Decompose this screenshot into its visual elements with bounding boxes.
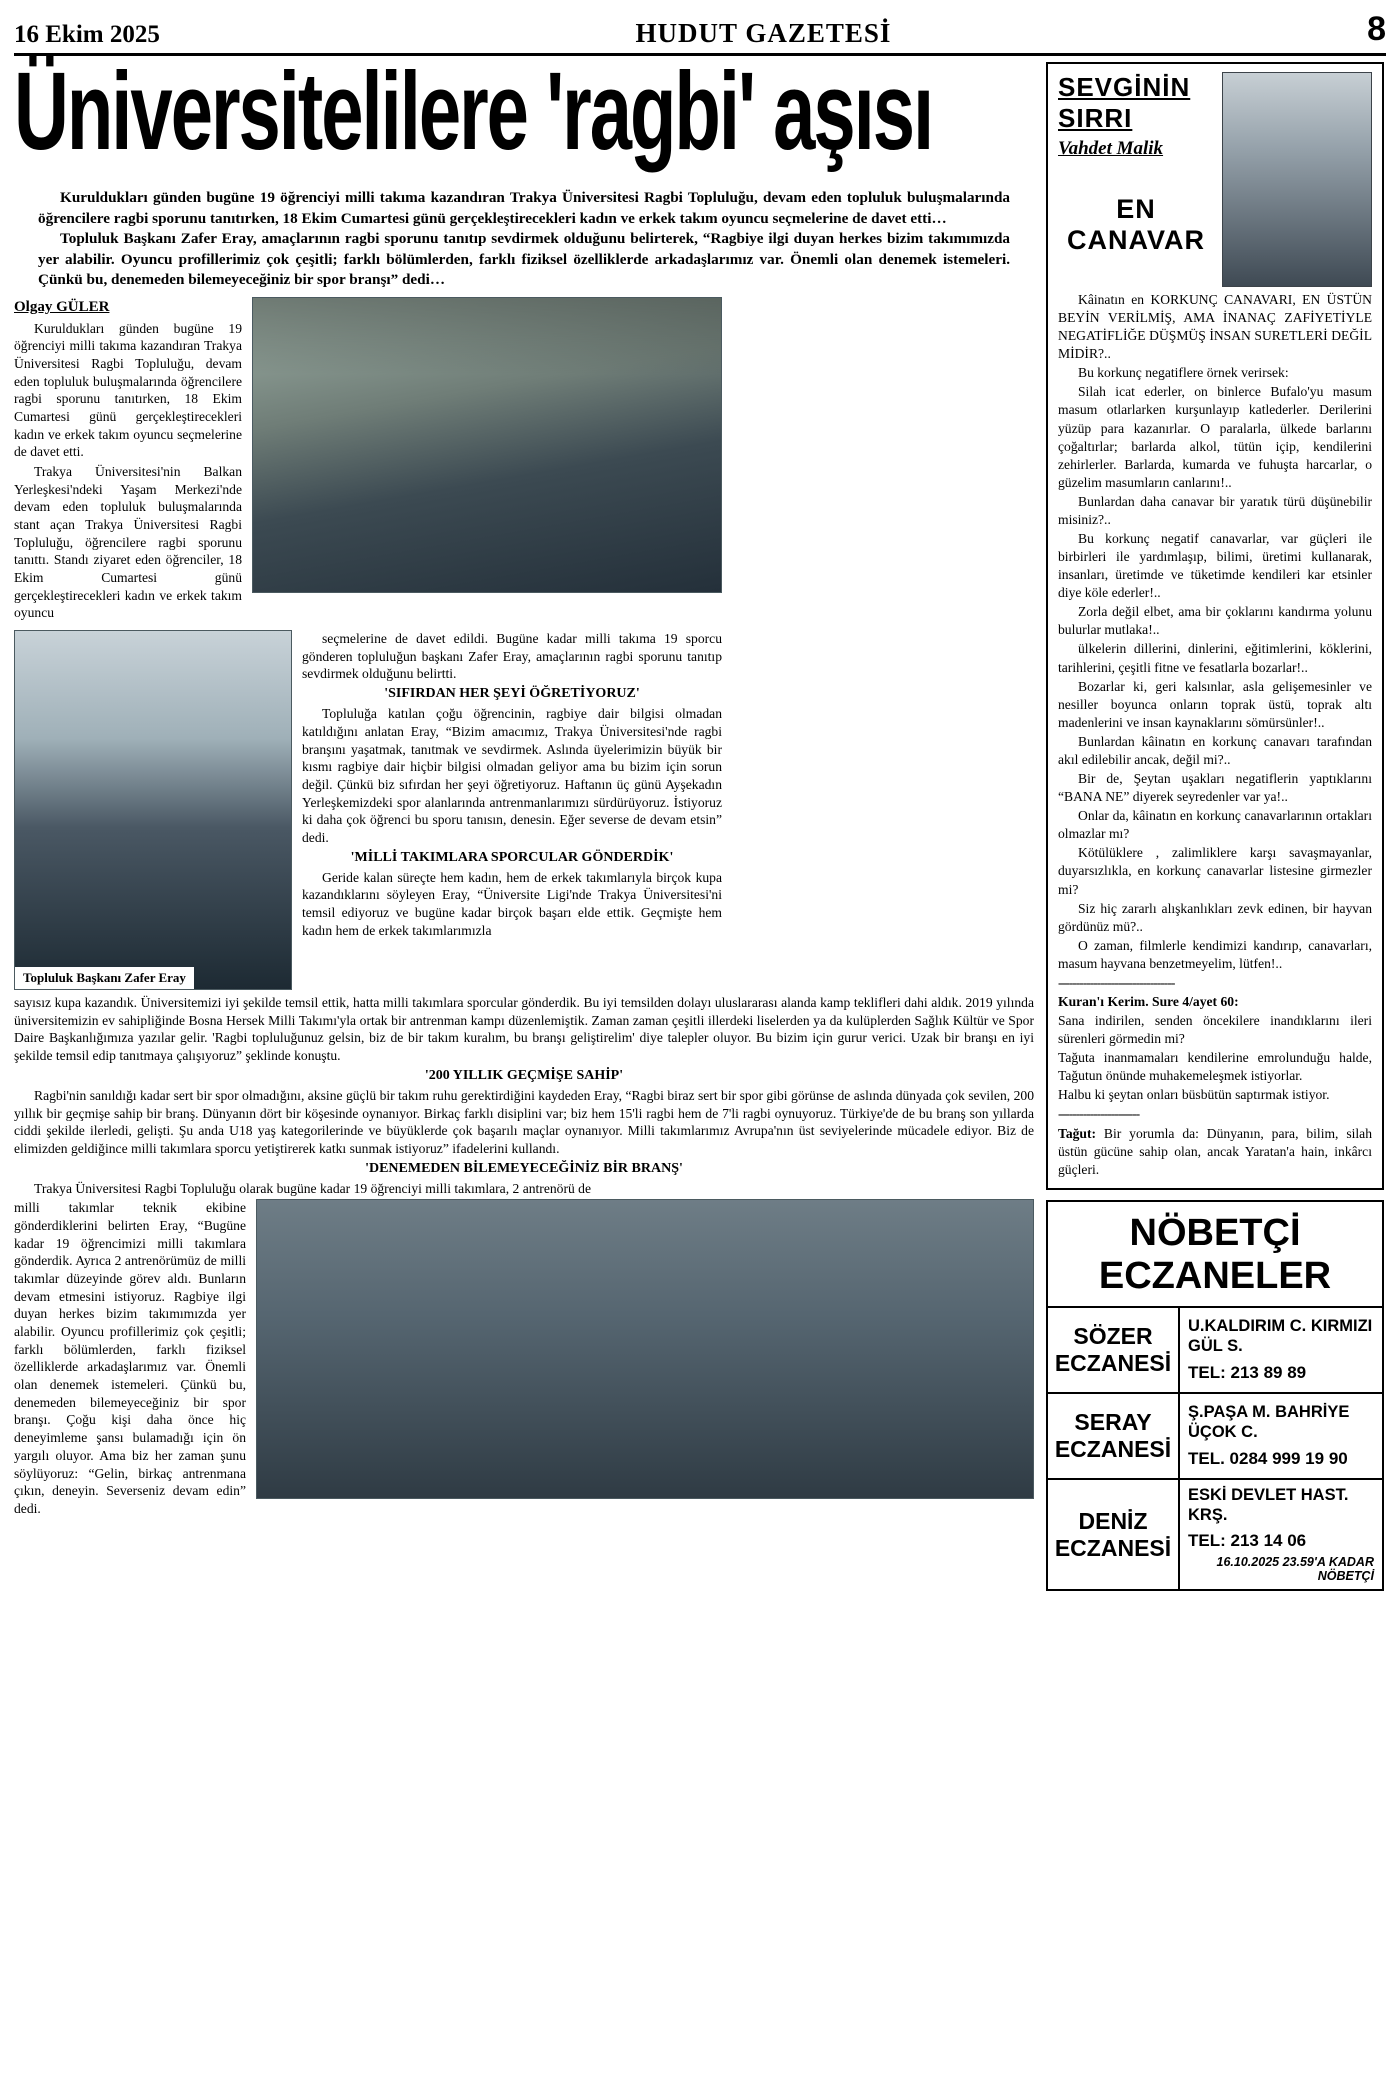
opinion-column: [1046, 62, 1384, 1190]
paragraph: Onlar da, kâinatın en korkunç canavarlarının ortakları olmazlar mı?: [1058, 808, 1372, 842]
paragraph: Halbu ki şeytan onları büsbütün saptırmak istiyor.: [1058, 1087, 1330, 1103]
paragraph: Ragbi'nin sanıldığı kadar sert bir spor olmadığını, aksine güçlü bir takım ruhu gerektirdiğini kaydeden Eray, “Ragbi biraz sert bir spor gibi görünse de aslında dünyada çok sevilen, 200 yıllık bir geçmişe sahip bir branş. Dünyanın dört bir köşesinde oynanıyor. Birkaç farklı disiplini var; biz hem 15'li ragbi hem de 7'li ragbi oynuyoruz. Türkiye'de de bu branş son yıllarda ciddi şekilde ilerledi, gelişti. Şu anda U18 yaş kategorilerinde ve büyüklerde çok başarılı maçlar oynanıyor. Milli takımlarımız Avrupa'nın üst seviyelerinde mücadele ediyor. Biz de elimizden geldiğince milli takımlara sporcu yetiştirerek katkı sunmak istiyoruz” ifadelerini kullandı.: [14, 1087, 1034, 1156]
article-photo-president-wrap: [14, 630, 292, 990]
paragraph: sayısız kupa kazandık. Üniversitemizi iyi şekilde temsil ettik, hatta milli takımlara sporcular gönderdik. Bu iyi temsilden dolayı uluslararası alanda kamp teklifleri dahi aldık. 2019 yılında üniversitemizin ev sahipliğinde Bosna Hersek Milli Takımı'yla ortak bir antrenman kampı düzenlemiştik. Zaman zaman çeşitli illerdeki liselerden ya da kulüplerden Sağlık Kültür ve Spor Daire Başkanlığımıza yazılar gelir. 'Ragbi topluluğunuz gelsin, biz de bir takım kuralım, bu branşı geliştirelim' diye talepler oluyor. Bu bizim için gurur verici. Uzak bir branşı en iyi şekilde temsil edip tanıtmaya çalışıyoruz” şeklinde konuştu.: [14, 995, 1034, 1064]
column-body: [1058, 291, 1372, 1179]
paragraph: Kâinatın en KORKUNÇ CANAVARI, EN ÜSTÜN BEYİN VERİLMİŞ, AMA İNANAÇ ZAFİYETİYLE NEGATİFLİĞE DÜŞMÜŞ İNSAN SURETLERİ DEĞİL MİDİR?..: [1058, 292, 1372, 362]
paragraph: Siz hiç zararlı alışkanlıkları zevk edinen, bir hayvan gördünüz mü?..: [1058, 900, 1372, 934]
pharmacy-name-line1: SERAY: [1074, 1409, 1152, 1436]
paragraph: Zorla değil elbet, ama bir çoklarını kandırma yolunu bulurlar mutlaka!..: [1058, 604, 1372, 638]
pharmacy-name-line2: ECZANESİ: [1054, 1534, 1172, 1561]
pharmacy-duty-note: 16.10.2025 23.59'A KADAR NÖBETÇİ: [1216, 1555, 1374, 1584]
separator-line: -----------------------: [1058, 1106, 1140, 1122]
article-column-2: [302, 630, 722, 990]
column-kicker: SEVGİNİN SIRRI: [1058, 72, 1191, 133]
masthead: [14, 10, 1386, 56]
tagut-definition: [1058, 1125, 1372, 1179]
article-photo-rugby-team-wrap: [252, 297, 722, 624]
pharmacy-name-line2: ECZANESİ: [1054, 1435, 1172, 1462]
paragraph: Trakya Üniversitesi Ragbi Topluluğu olarak bugüne kadar 19 öğrenciyi milli takımlara, 2 antrenörü de: [34, 1180, 592, 1196]
paragraph: Bunlardan kâinatın en korkunç canavarı tarafından akıl edilebilir ancak, değil mi?..: [1058, 733, 1372, 767]
paragraph: seçmelerine de davet edildi. Bugüne kadar milli takıma 19 sporcu gönderen topluluğun başkanı Zafer Eray, amaçlarının ragbi sporunu tanıtıp sevdirmek olduğunu belirtti.: [302, 631, 722, 682]
pharmacy-row: [1048, 1308, 1382, 1394]
page-number: 8: [1367, 10, 1386, 48]
pharmacies-title: NÖBETÇİ ECZANELER: [1048, 1202, 1382, 1308]
newspaper-title: HUDUT GAZETESİ: [635, 18, 892, 48]
tagut-label: Tağut:: [1058, 1125, 1097, 1141]
paragraph: ülkelerin dillerini, dinlerini, eğitimlerini, köklerini, tarihlerini, çeşitli fitne ve fesatlarla bozarlar!..: [1058, 641, 1372, 675]
paragraph: Sana indirilen, senden öncekilere inandıklarını ileri sürenleri görmedin mi?: [1058, 1013, 1372, 1047]
paragraph: Bu korkunç negatif canavarlar, var güçleri ile birbirleri ile yardımlaşıp, bilimi, üretimi kullanarak, insanları, üretimde ve tüketimde kendileri kar etsinler diye köle ederler!..: [1058, 531, 1372, 601]
pharmacy-row: [1048, 1480, 1382, 1590]
column-title: EN CANAVAR: [1067, 194, 1205, 255]
paragraph: Trakya Üniversitesi'nin Balkan Yerleşkesi'ndeki Yaşam Merkezi'nde devam eden topluluk buluşmalarında stant açan Trakya Üniversitesi Ragbi Topluluğu, öğrencilere ragbi sporunu tanıttı. Standı ziyaret eden öğrenciler, 18 Ekim Cumartesi günü gerçekleştirecekleri kadın ve erkek takım oyuncu: [14, 463, 242, 621]
article-photo-stand-wrap: [256, 1199, 1034, 1519]
column-author: Vahdet Malik: [1058, 138, 1164, 159]
photo-community-president: [14, 630, 292, 990]
paragraph: O zaman, filmlerle kendimizi kandırıp, canavarları, masum hayvana benzetmeyelim, lütfen!..: [1058, 937, 1372, 971]
photo-rugby-team: [252, 297, 722, 593]
publication-date: 16 Ekim 2025: [14, 21, 160, 48]
quran-reference: Kuran'ı Kerim. Sure 4/ayet 60:: [1058, 993, 1239, 1009]
paragraph: Kuruldukları günden bugüne 19 öğrenciyi milli takıma kazandıran Trakya Üniversitesi Ragbi Topluluğu, devam eden topluluk buluşmalarında öğrencilere ragbi sporunu tanıtırken, 18 Ekim Cumartesi günü gerçekleştirecekleri kadın ve erkek takım oyuncu seçmelerine de davet etti.: [14, 320, 242, 460]
pharmacy-phone: TEL. 0284 999 19 90: [1188, 1448, 1348, 1468]
paragraph: milli takımlar teknik ekibine gönderdiklerini belirten Eray, “Bugüne kadar 19 öğrencimizi milli takımlara gönderdik. Ayrıca 2 antrenörümüz de milli takımlar düzeyinde görev aldı. Bunların devam etmesini istiyoruz. Ragbiye ilgi duyan herkes bizim takımımızda yer alabilir. Oyuncu profillerimiz çok çeşitli; farklı bölümlerden, farklı fiziksel özelliklerde arkadaşlarımız var. Önemli olan denemek istemeleri. Çünkü bu, denemeden bilemeyeceğiniz bir spor branşı. Çoğu kişi daha önce hiç deneyimleme şansı bulamadığı için ön yargılı oluyor. Ama biz her zaman şunu söylüyoruz: “Gelin, birkaç antrenmana çıkın, deneyin. Severseniz devam edin” dedi.: [14, 1200, 246, 1516]
photo-promotion-stand: [256, 1199, 1034, 1499]
pharmacy-address: U.KALDIRIM C. KIRMIZI GÜL S.: [1188, 1316, 1373, 1355]
article-column-3: [14, 1199, 246, 1519]
pharmacy-name-line2: ECZANESİ: [1054, 1349, 1172, 1376]
pharmacy-name: [1048, 1308, 1180, 1392]
paragraph: Bu korkunç negatiflere örnek verirsek:: [1078, 365, 1289, 381]
subheading: 'SIFIRDAN HER ŞEYİ ÖĞRETİYORUZ': [384, 686, 640, 702]
main-article: [14, 50, 1034, 1591]
paragraph: Kötülüklere , zalimliklere karşı savaşmayanlar, duyarsızlıkla, en korkunç canavarlar listesine girmezler mi?: [1058, 845, 1372, 897]
page-columns: [14, 50, 1386, 1591]
pharmacy-row: [1048, 1394, 1382, 1480]
paragraph: Topluluğa katılan çoğu öğrencinin, ragbiye dair bilgisi olmadan katıldığını anlatan Eray, “Bizim amacımız, Trakya Üniversitesi'nde ragbi branşını yaşatmak, tanıtmak ve sevdirmek. Aslında üyelerimizin büyük bir kısmı ragbiye dair hiçbir bilgisi olmadan geliyor ama bu bizim için sorun değil. Çünkü biz sıfırdan her şeyi öğretiyoruz. Haftanın üç günü Ayşekadın Yerleşkemizdeki spor alanlarında antrenmanlarımızı sürdürüyoruz. İstiyoruz ki daha çok öğrenci bu sporu tanısın, denesin. Eğer severse de devam etsin” dedi.: [302, 706, 722, 845]
pharmacy-address: ESKİ DEVLET HAST. KRŞ.: [1188, 1485, 1349, 1524]
tagut-text: Bir yorumla da: Dünyanın, para, bilim, silah üstün gücüne sahip olan, ancak Yaratan'a hain, inkârcı güçleri.: [1058, 1125, 1372, 1177]
subheading: 'MİLLİ TAKIMLARA SPORCULAR GÖNDERDİK': [350, 849, 674, 865]
pharmacy-address: Ş.PAŞA M. BAHRİYE ÜÇOK C.: [1188, 1402, 1350, 1441]
subheading: '200 YILLIK GEÇMİŞE SAHİP': [424, 1067, 624, 1083]
lead-paragraph-2: Topluluk Başkanı Zafer Eray, amaçlarının ragbi sporunu tanıtıp sevdirmek olduğunu belirterek, “Ragbiye ilgi duyan herkes bizim takımımızda yer alabilir. Oyuncu profillerimiz çok çeşitli; farklı bölümlerden, farklı fiziksel özelliklerde arkadaşlarımız var. Önemli olan denemek istemeleri. Çünkü bu, denemeden bilemeyeceğiniz bir spor branşı” dedi…: [38, 230, 1010, 289]
article-zone-middle: [14, 630, 1034, 990]
separator-line: ---------------------------------: [1058, 974, 1175, 990]
subheading: 'DENEMEDEN BİLEMEYECEĞİNİZ BİR BRANŞ': [365, 1160, 683, 1176]
paragraph: Tağuta inanmamaları kendilerine emrolunduğu halde, Tağutun önünde muhakemeleşmek istiyorlar.: [1058, 1050, 1372, 1084]
pharmacy-name-line1: SÖZER: [1073, 1323, 1153, 1350]
pharmacy-name: [1048, 1480, 1180, 1590]
columnist-photo: [1222, 72, 1372, 287]
right-rail: [1046, 62, 1384, 1591]
pharmacy-name: [1048, 1394, 1180, 1478]
photo-caption: Topluluk Başkanı Zafer Eray: [15, 967, 194, 989]
article-zone-top: [14, 297, 1034, 624]
duty-pharmacies-box: [1046, 1200, 1384, 1592]
pharmacy-phone: TEL: 213 14 06: [1188, 1531, 1307, 1551]
article-column-1: [14, 297, 242, 624]
lead-paragraph-1: Kuruldukları günden bugüne 19 öğrenciyi milli takıma kazandıran Trakya Üniversitesi Ragbi Topluluğu, devam eden topluluk buluşmalarında öğrencilere ragbi sporunu tanıtırken, 18 Ekim Cumartesi günü gerçekleştirecekleri kadın ve erkek takım oyuncu seçmelerine de davet etti…: [38, 189, 1010, 227]
article-byline: Olgay GÜLER: [14, 298, 110, 315]
article-headline: Üniversitelilere 'ragbi' aşısı: [14, 50, 933, 174]
paragraph: Geride kalan süreçte hem kadın, hem de erkek takımlarıyla birçok kupa kazandıklarını söyleyen Eray, “Üniversite Ligi'nde Trakya Üniversitesi'ni temsil ediyoruz ve bugüne kadar birçok başarı elde ettik. Geçmişte hem kadın hem de erkek takımlarımızla: [302, 869, 722, 938]
paragraph: Bozarlar ki, geri kalsınlar, asla gelişemesinler ve nesiller boyunca onların toprak üstü, toprak altı madenlerini ve insan kaynaklarını sömürsünler!..: [1058, 678, 1372, 730]
paragraph: Bunlardan daha canavar bir yaratık türü düşünebilir misiniz?..: [1058, 493, 1372, 527]
pharmacy-name-line1: DENİZ: [1078, 1508, 1148, 1535]
pharmacy-phone: TEL: 213 89 89: [1188, 1362, 1307, 1382]
article-zone-bottom: [14, 1199, 1034, 1519]
paragraph: Silah icat ederler, on binlerce Bufalo'yu masum masum otlarlarken kurşunlayıp katlederler. Derilerini yüzüp para kazanırlar. O paralarla, ülkede barlarını çoğaltırlar; barlarda alkol, tütün içip, kendilerini zehirlerler. Barlarda, kumarda ve fuhuşta harcarlar, o güzelim masumların canlarını!..: [1058, 384, 1372, 490]
article-zone-wide: [14, 994, 1034, 1197]
paragraph: Bir de, Şeytan uşakları negatiflerin yaptıklarını “BANA NE” diyerek seyredenler var ya!..: [1058, 771, 1372, 805]
